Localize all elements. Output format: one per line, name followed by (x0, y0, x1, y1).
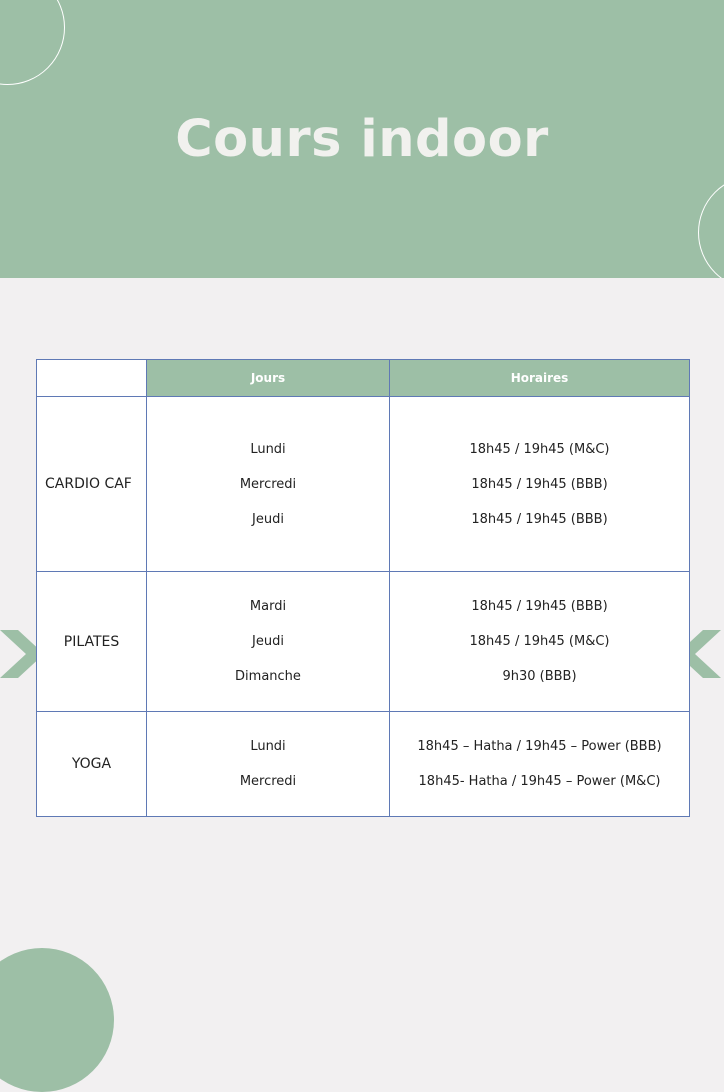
days-cell (147, 397, 390, 572)
decorative-ring-top-left (0, 0, 65, 85)
time-item: 18h45 – Hatha / 19h45 – Power (BBB) (417, 739, 662, 754)
header-banner (0, 0, 724, 278)
day-item: Dimanche (235, 669, 301, 684)
schedule-table (36, 359, 690, 817)
header-times: Horaires (390, 360, 690, 397)
table-row (37, 712, 690, 817)
times-cell (390, 712, 690, 817)
decorative-circle-bottom-left (0, 948, 114, 1092)
time-item: 9h30 (BBB) (502, 669, 577, 684)
table-row (37, 397, 690, 572)
time-item: 18h45- Hatha / 19h45 – Power (M&C) (418, 774, 661, 789)
course-name: YOGA (37, 712, 147, 817)
page-title: Cours indoor (175, 110, 549, 169)
days-cell (147, 712, 390, 817)
day-item: Mercredi (239, 774, 297, 789)
table-header-row (37, 360, 690, 397)
times-cell (390, 572, 690, 712)
time-item: 18h45 / 19h45 (BBB) (471, 599, 608, 614)
days-cell (147, 572, 390, 712)
time-item: 18h45 / 19h45 (BBB) (471, 476, 608, 492)
table-row (37, 572, 690, 712)
time-item: 18h45 / 19h45 (BBB) (471, 511, 608, 527)
header-days: Jours (147, 360, 390, 397)
times-cell (390, 397, 690, 572)
time-item: 18h45 / 19h45 (M&C) (469, 441, 610, 457)
time-item: 18h45 / 19h45 (M&C) (469, 634, 610, 649)
header-course (37, 360, 147, 397)
day-item: Jeudi (252, 634, 284, 649)
decorative-ring-right (698, 175, 724, 278)
day-item: Jeudi (252, 511, 284, 527)
day-item: Mardi (249, 599, 287, 614)
day-item: Mercredi (239, 476, 297, 492)
day-item: Lundi (250, 441, 286, 457)
day-item: Lundi (250, 739, 286, 754)
course-name: PILATES (37, 572, 147, 712)
course-name: CARDIO CAF (37, 397, 147, 572)
